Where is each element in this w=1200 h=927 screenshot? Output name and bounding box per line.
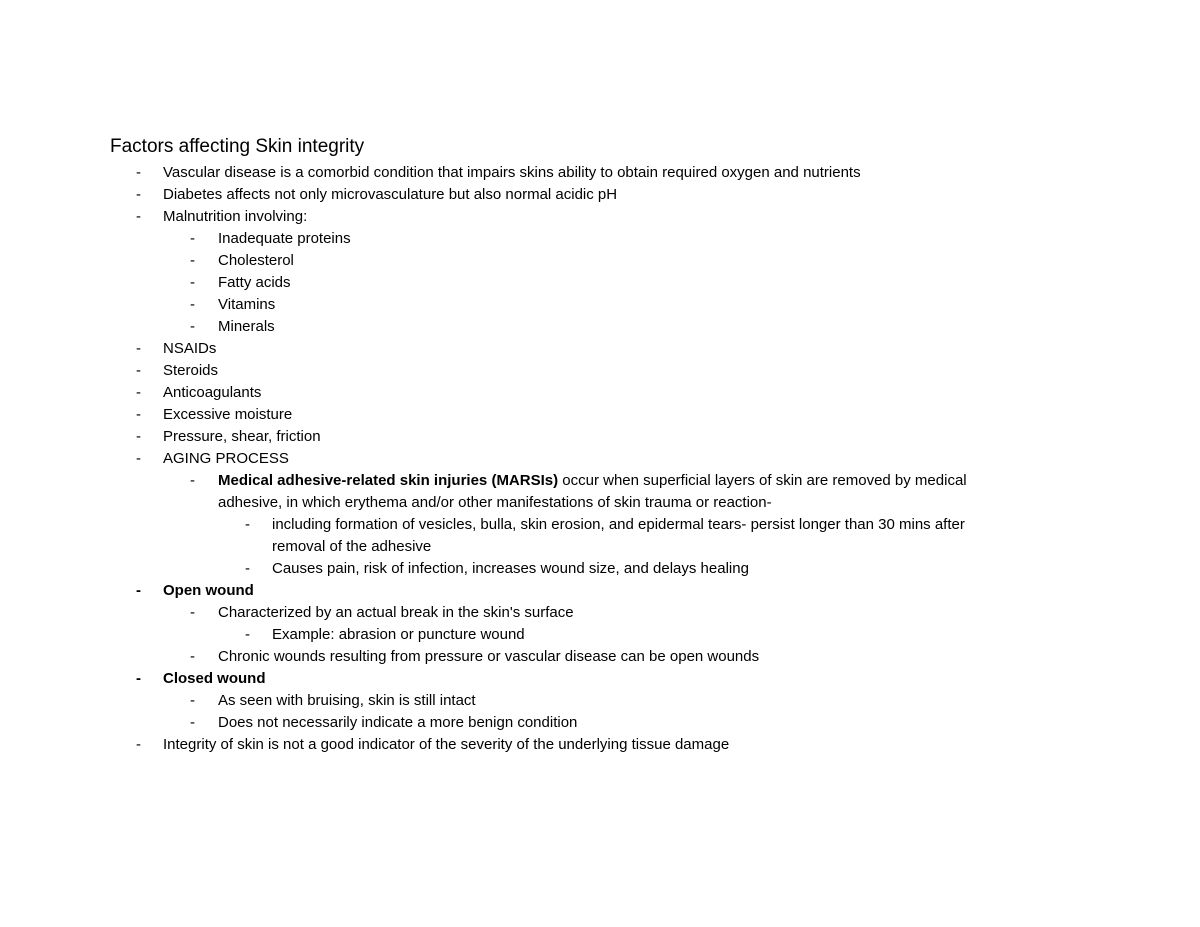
bold-term: Medical adhesive-related skin injuries (MARSIs) <box>218 472 559 489</box>
bullet: - <box>136 670 141 687</box>
list-item-text: Integrity of skin is not a good indicator of the severity of the underlying tissue damage <box>163 736 730 753</box>
list-item-text <box>218 470 967 492</box>
list-item-text: Cholesterol <box>218 252 294 269</box>
bullet: - <box>136 362 141 379</box>
list-item-text: AGING PROCESS <box>163 450 289 467</box>
list-item-text: Pressure, shear, friction <box>163 428 321 445</box>
bullet: - <box>136 164 141 181</box>
bullet: - <box>190 274 195 291</box>
list-item-text: Inadequate proteins <box>218 230 351 247</box>
list-item-text: Fatty acids <box>218 274 291 291</box>
list-item-text: NSAIDs <box>163 340 217 357</box>
list-item-text: Excessive moisture <box>163 406 293 423</box>
list-item-text: Closed wound <box>163 670 266 687</box>
list-item-text: Does not necessarily indicate a more benign condition <box>218 714 578 731</box>
bullet: - <box>136 384 141 401</box>
bullet: - <box>245 626 250 643</box>
bullet: - <box>136 450 141 467</box>
list-item-text: Steroids <box>163 362 219 379</box>
bullet: - <box>136 208 141 225</box>
list-item-text: As seen with bruising, skin is still intact <box>218 692 476 709</box>
bullet: - <box>245 560 250 577</box>
list-item-text: Vascular disease is a comorbid condition that impairs skins ability to obtain required oxygen and nutrients <box>163 164 861 181</box>
bullet: - <box>136 186 141 203</box>
list-item-text: including formation of vesicles, bulla, skin erosion, and epidermal tears- persist longer than 30 mins after <box>272 516 965 533</box>
bullet: - <box>190 230 195 247</box>
list-item-text: Minerals <box>218 318 275 335</box>
list-item-text: removal of the adhesive <box>272 538 432 555</box>
bullet: - <box>190 648 195 665</box>
bullet: - <box>190 252 195 269</box>
bullet: - <box>190 692 195 709</box>
list-item-text: Causes pain, risk of infection, increases wound size, and delays healing <box>272 560 749 577</box>
bullet: - <box>136 428 141 445</box>
page-title: Factors affecting Skin integrity <box>110 136 365 157</box>
list-item-text: Anticoagulants <box>163 384 262 401</box>
list-item-text-rest: occur when superficial layers of skin are removed by medical <box>558 472 967 489</box>
bullet: - <box>136 736 141 753</box>
bullet: - <box>245 516 250 533</box>
list-item-text: Chronic wounds resulting from pressure or vascular disease can be open wounds <box>218 648 760 665</box>
list-item-text: Example: abrasion or puncture wound <box>272 626 525 643</box>
bullet: - <box>136 406 141 423</box>
list-item-text: Malnutrition involving: <box>163 208 308 225</box>
bullet: - <box>190 472 195 489</box>
list-item-text: Open wound <box>163 582 254 599</box>
list-item-text: Diabetes affects not only microvasculature but also normal acidic pH <box>163 186 618 203</box>
list-item-text: Vitamins <box>218 296 276 313</box>
bullet: - <box>190 604 195 621</box>
list-item-text: adhesive, in which erythema and/or other manifestations of skin trauma or reaction- <box>218 494 772 511</box>
bullet: - <box>190 318 195 335</box>
bullet: - <box>190 296 195 313</box>
bullet: - <box>136 582 141 599</box>
bullet: - <box>190 714 195 731</box>
list-item-text: Characterized by an actual break in the skin's surface <box>218 604 574 621</box>
bullet: - <box>136 340 141 357</box>
